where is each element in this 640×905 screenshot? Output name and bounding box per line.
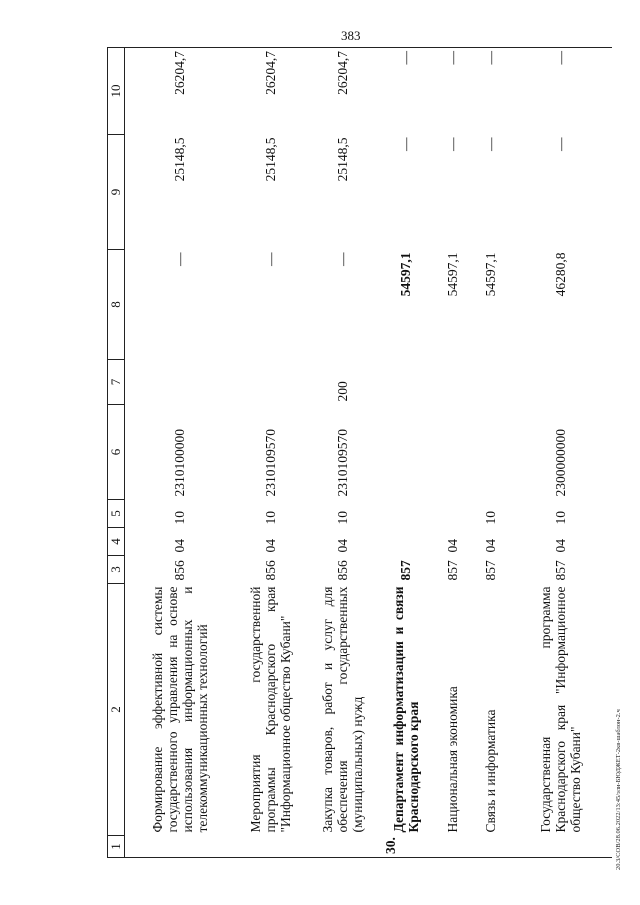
column-header: 8: [108, 250, 125, 360]
cell-c6: [379, 405, 434, 500]
cell-c6: 2310100000: [171, 429, 187, 497]
cell-c9: 25148,5: [171, 137, 187, 182]
row-number: [434, 836, 472, 858]
cell-c5: 10: [482, 511, 498, 525]
row-name: Закупка товаров, работ и услуг для обеспечения государственных (муниципальных) нужд: [319, 586, 366, 833]
column-header: 4: [108, 528, 125, 556]
cell-c9: —: [482, 137, 498, 151]
cell-c3: 857: [444, 560, 460, 581]
cell-c10: 26204,7: [307, 48, 379, 135]
cell-c7: [235, 360, 307, 405]
cell-c7: [510, 360, 613, 405]
cell-c10: —: [472, 48, 510, 135]
row-name: Департамент информатизации и связи Краснодарского края: [390, 586, 421, 833]
cell-c3: 857: [552, 560, 568, 581]
cell-c3: 857: [482, 560, 498, 581]
table-row: [472, 48, 510, 858]
cell-c8: —: [262, 252, 278, 266]
row-number: [472, 836, 510, 858]
row-name: Формирование эффективной системы государственного управления на основе использования информационных и телекоммуникационных технологий: [149, 586, 210, 833]
row-number: [235, 836, 307, 858]
cell-c7: [379, 360, 434, 405]
table-row: [235, 48, 307, 858]
cell-c9: —: [552, 137, 568, 151]
cell-c4: [379, 528, 434, 556]
cell-c10: —: [379, 48, 434, 135]
cell-c3: 856: [262, 560, 278, 581]
cell-c7: 200: [334, 381, 350, 402]
page-number: 383: [341, 28, 361, 43]
cell-c3: 857: [398, 560, 413, 581]
column-header: 3: [108, 556, 125, 584]
cell-c5: 10: [552, 511, 568, 525]
cell-c4: 04: [262, 539, 278, 553]
table-row: [434, 48, 472, 858]
column-header: 9: [108, 135, 125, 250]
column-header: 10: [108, 48, 125, 135]
budget-table-container: [107, 48, 612, 858]
row-number: 30.: [379, 836, 434, 858]
cell-c8: 54597,1: [482, 252, 498, 297]
cell-c4: 04: [552, 539, 568, 553]
column-header: 7: [108, 360, 125, 405]
cell-c6: 2300000000: [552, 429, 568, 497]
cell-c9: —: [398, 137, 413, 151]
cell-c10: —: [510, 48, 613, 135]
row-number: [125, 836, 235, 858]
cell-c4: 04: [444, 539, 460, 553]
column-header: 5: [108, 500, 125, 528]
row-name: Государственная программа Краснодарского края "Информационное общество Кубани": [538, 586, 584, 833]
cell-c6: 2310109570: [262, 429, 278, 497]
cell-c6: [434, 405, 472, 500]
table-header-row: [108, 48, 125, 858]
column-header: 2: [108, 584, 125, 836]
cell-c8: 54597,1: [398, 252, 413, 297]
cell-c5: [434, 500, 472, 528]
row-number: [510, 836, 613, 858]
cell-c5: 10: [334, 511, 350, 525]
document-stamp: 20.3/СОВ/28.06.2022/13:45/эли-БЮДЖЕТ-2кв-шаблон-2.ч: [615, 709, 622, 870]
table-row: [307, 48, 379, 858]
row-name: Связь и информатика: [482, 709, 498, 833]
cell-c10: 26204,7: [235, 48, 307, 135]
cell-c5: 10: [171, 511, 187, 525]
cell-c9: —: [444, 137, 460, 151]
cell-c9: 25148,5: [334, 137, 350, 182]
cell-c6: 2310109570: [334, 429, 350, 497]
cell-c7: [125, 360, 235, 405]
cell-c5: [379, 500, 434, 528]
cell-c8: —: [171, 252, 187, 266]
cell-c8: 54597,1: [444, 252, 460, 297]
cell-c10: 26204,7: [125, 48, 235, 135]
column-header: 6: [108, 405, 125, 500]
cell-c3: 856: [171, 560, 187, 581]
column-header: 1: [108, 836, 125, 858]
cell-c10: —: [434, 48, 472, 135]
budget-table: [107, 47, 612, 858]
row-number: [307, 836, 379, 858]
row-name: Национальная экономика: [444, 686, 460, 833]
cell-c8: —: [334, 252, 350, 266]
table-row: [510, 48, 613, 858]
table-row: [125, 48, 235, 858]
cell-c7: [472, 360, 510, 405]
cell-c6: [472, 405, 510, 500]
cell-c7: [434, 360, 472, 405]
row-name: Мероприятия государственной программы Краснодарского края "Информационное общество Кубани": [247, 586, 294, 833]
table-row: [379, 48, 434, 858]
cell-c4: 04: [334, 539, 350, 553]
cell-c5: 10: [262, 511, 278, 525]
cell-c8: 46280,8: [552, 252, 568, 297]
cell-c3: 856: [334, 560, 350, 581]
cell-c4: 04: [482, 539, 498, 553]
cell-c9: 25148,5: [262, 137, 278, 182]
cell-c4: 04: [171, 539, 187, 553]
